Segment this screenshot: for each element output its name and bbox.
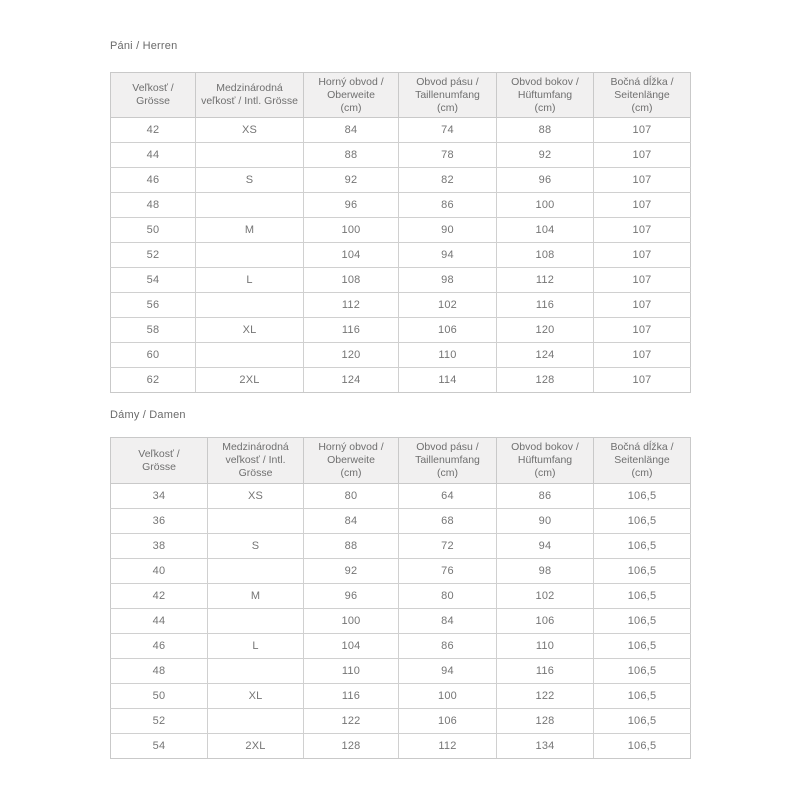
column-header-line: Medzinárodná	[216, 82, 283, 94]
table-row	[111, 634, 691, 659]
cell-intl-size: 2XL	[208, 734, 304, 759]
column-header-intl-size	[196, 73, 304, 118]
cell-intl-size	[196, 343, 304, 368]
column-header-intl-size	[208, 438, 304, 484]
table-row	[111, 168, 691, 193]
cell-size: 36	[111, 509, 208, 534]
cell-waist: 112	[399, 734, 497, 759]
table-row	[111, 243, 691, 268]
cell-intl-size: M	[196, 218, 304, 243]
cell-intl-size	[196, 293, 304, 318]
cell-waist: 78	[399, 143, 497, 168]
cell-chest: 124	[304, 368, 399, 393]
cell-intl-size	[196, 243, 304, 268]
column-header-line: Oberweite	[327, 454, 375, 466]
table-row	[111, 534, 691, 559]
cell-side-length: 107	[594, 243, 691, 268]
table-row	[111, 734, 691, 759]
cell-chest: 128	[304, 734, 399, 759]
cell-waist: 72	[399, 534, 497, 559]
cell-size: 44	[111, 609, 208, 634]
column-header-line: Seitenlänge	[614, 454, 670, 466]
header-row	[111, 438, 691, 484]
cell-side-length: 107	[594, 368, 691, 393]
table-row	[111, 218, 691, 243]
cell-intl-size: XL	[196, 318, 304, 343]
table-row	[111, 118, 691, 143]
cell-hips: 102	[497, 584, 594, 609]
column-header-waist	[399, 73, 497, 118]
cell-hips: 128	[497, 368, 594, 393]
column-header-line: (cm)	[437, 101, 458, 114]
column-header-line: Hüftumfang	[517, 88, 573, 101]
cell-side-length: 106,5	[594, 634, 691, 659]
column-header-line: (cm)	[340, 467, 362, 479]
cell-hips: 116	[497, 293, 594, 318]
cell-size: 52	[111, 709, 208, 734]
cell-hips: 122	[497, 684, 594, 709]
column-header-line: Grösse	[238, 467, 273, 479]
cell-intl-size: XS	[208, 484, 304, 509]
cell-side-length: 106,5	[594, 584, 691, 609]
cell-chest: 96	[304, 584, 399, 609]
table-row	[111, 584, 691, 609]
cell-size: 54	[111, 734, 208, 759]
cell-waist: 84	[399, 609, 497, 634]
column-header-line: Medzinárodná	[222, 441, 289, 453]
column-header-size	[111, 438, 208, 484]
cell-intl-size	[208, 709, 304, 734]
cell-waist: 80	[399, 584, 497, 609]
cell-size: 46	[111, 168, 196, 193]
section-title-men: Páni / Herren	[110, 40, 178, 52]
column-header-line: Bočná dĺžka /	[610, 441, 674, 453]
cell-intl-size: L	[196, 268, 304, 293]
cell-waist: 64	[399, 484, 497, 509]
header-row	[111, 73, 691, 118]
cell-waist: 82	[399, 168, 497, 193]
cell-size: 50	[111, 684, 208, 709]
cell-waist: 114	[399, 368, 497, 393]
table-row	[111, 143, 691, 168]
cell-side-length: 107	[594, 168, 691, 193]
cell-chest: 116	[304, 684, 399, 709]
cell-intl-size: S	[196, 168, 304, 193]
cell-hips: 96	[497, 168, 594, 193]
column-header-line: Taillenumfang	[415, 454, 480, 466]
column-header-line: (cm)	[534, 467, 556, 479]
cell-size: 44	[111, 143, 196, 168]
cell-waist: 86	[399, 193, 497, 218]
cell-intl-size: M	[208, 584, 304, 609]
cell-side-length: 106,5	[594, 659, 691, 684]
column-header-side-length	[594, 73, 691, 118]
table-row	[111, 659, 691, 684]
column-header-line: Obvod pásu /	[416, 75, 479, 88]
cell-hips: 124	[497, 343, 594, 368]
cell-side-length: 106,5	[594, 559, 691, 584]
column-header-line: veľkosť / Intl. Grösse	[201, 95, 298, 107]
cell-hips: 112	[497, 268, 594, 293]
cell-size: 50	[111, 218, 196, 243]
column-header-line: Horný obvod /	[318, 75, 384, 88]
column-header-line: Bočná dĺžka /	[610, 75, 674, 88]
cell-chest: 108	[304, 268, 399, 293]
column-header-line: Oberweite	[327, 88, 375, 101]
column-header-line: Veľkosť /	[138, 447, 180, 460]
column-header-line: Grösse	[136, 95, 170, 107]
cell-hips: 110	[497, 634, 594, 659]
cell-waist: 68	[399, 509, 497, 534]
column-header-hips	[497, 438, 594, 484]
column-header-line: (cm)	[534, 101, 556, 114]
table-row	[111, 193, 691, 218]
column-header-line: (cm)	[631, 467, 653, 479]
column-header-hips	[497, 73, 594, 118]
cell-side-length: 107	[594, 268, 691, 293]
cell-intl-size	[196, 143, 304, 168]
cell-hips: 92	[497, 143, 594, 168]
cell-chest: 104	[304, 243, 399, 268]
column-header-line: Grösse	[142, 460, 176, 473]
cell-chest: 120	[304, 343, 399, 368]
cell-hips: 108	[497, 243, 594, 268]
table-row	[111, 484, 691, 509]
cell-hips: 88	[497, 118, 594, 143]
column-header-line: Obvod bokov /	[511, 441, 579, 453]
women-size-table	[110, 437, 691, 759]
table-row	[111, 609, 691, 634]
cell-side-length: 107	[594, 193, 691, 218]
size-chart-section-women	[110, 409, 691, 759]
cell-size: 46	[111, 634, 208, 659]
cell-chest: 84	[304, 118, 399, 143]
cell-hips: 106	[497, 609, 594, 634]
cell-intl-size: XS	[196, 118, 304, 143]
cell-waist: 90	[399, 218, 497, 243]
cell-hips: 128	[497, 709, 594, 734]
cell-side-length: 107	[594, 293, 691, 318]
cell-size: 58	[111, 318, 196, 343]
cell-chest: 104	[304, 634, 399, 659]
cell-size: 42	[111, 118, 196, 143]
table-row	[111, 684, 691, 709]
cell-waist: 100	[399, 684, 497, 709]
cell-side-length: 106,5	[594, 609, 691, 634]
column-header-chest	[304, 438, 399, 484]
cell-side-length: 106,5	[594, 684, 691, 709]
table-row	[111, 318, 691, 343]
cell-size: 60	[111, 343, 196, 368]
cell-waist: 102	[399, 293, 497, 318]
table-row	[111, 293, 691, 318]
cell-intl-size: XL	[208, 684, 304, 709]
column-header-line: (cm)	[437, 467, 458, 479]
men-size-table	[110, 72, 691, 393]
cell-chest: 84	[304, 509, 399, 534]
cell-hips: 120	[497, 318, 594, 343]
cell-hips: 86	[497, 484, 594, 509]
cell-waist: 86	[399, 634, 497, 659]
table-row	[111, 343, 691, 368]
cell-chest: 88	[304, 534, 399, 559]
table-row	[111, 559, 691, 584]
cell-intl-size	[208, 609, 304, 634]
cell-size: 40	[111, 559, 208, 584]
table-row	[111, 509, 691, 534]
cell-hips: 98	[497, 559, 594, 584]
table-row	[111, 709, 691, 734]
cell-chest: 100	[304, 609, 399, 634]
cell-waist: 94	[399, 243, 497, 268]
cell-chest: 80	[304, 484, 399, 509]
column-header-size	[111, 73, 196, 118]
cell-waist: 106	[399, 709, 497, 734]
cell-waist: 74	[399, 118, 497, 143]
column-header-line: Seitenlänge	[614, 88, 670, 101]
column-header-line: (cm)	[340, 101, 362, 114]
column-header-side-length	[594, 438, 691, 484]
column-header-line: veľkosť / Intl.	[225, 454, 286, 466]
cell-size: 48	[111, 659, 208, 684]
cell-chest: 110	[304, 659, 399, 684]
cell-intl-size: L	[208, 634, 304, 659]
cell-side-length: 106,5	[594, 734, 691, 759]
cell-chest: 112	[304, 293, 399, 318]
column-header-line: Taillenumfang	[415, 88, 480, 101]
size-chart-section-men	[110, 40, 691, 393]
cell-waist: 106	[399, 318, 497, 343]
section-title-women: Dámy / Damen	[110, 409, 186, 421]
column-header-line: (cm)	[631, 101, 653, 114]
table-row	[111, 268, 691, 293]
cell-side-length: 106,5	[594, 709, 691, 734]
cell-size: 48	[111, 193, 196, 218]
cell-hips: 94	[497, 534, 594, 559]
column-header-chest	[304, 73, 399, 118]
cell-chest: 96	[304, 193, 399, 218]
cell-waist: 76	[399, 559, 497, 584]
cell-chest: 88	[304, 143, 399, 168]
column-header-line: Obvod pásu /	[416, 441, 479, 453]
column-header-line: Obvod bokov /	[511, 75, 579, 88]
cell-intl-size: S	[208, 534, 304, 559]
cell-chest: 100	[304, 218, 399, 243]
cell-side-length: 107	[594, 318, 691, 343]
column-header-line: Horný obvod /	[318, 441, 384, 453]
column-header-waist	[399, 438, 497, 484]
cell-hips: 90	[497, 509, 594, 534]
column-header-line: Hüftumfang	[517, 454, 573, 466]
cell-side-length: 107	[594, 143, 691, 168]
cell-intl-size	[208, 659, 304, 684]
table-row	[111, 368, 691, 393]
cell-chest: 92	[304, 168, 399, 193]
cell-side-length: 107	[594, 218, 691, 243]
cell-size: 56	[111, 293, 196, 318]
cell-chest: 92	[304, 559, 399, 584]
cell-waist: 98	[399, 268, 497, 293]
cell-size: 38	[111, 534, 208, 559]
cell-hips: 104	[497, 218, 594, 243]
column-header-line: Veľkosť /	[132, 82, 174, 94]
cell-intl-size	[208, 509, 304, 534]
cell-chest: 122	[304, 709, 399, 734]
cell-hips: 116	[497, 659, 594, 684]
cell-waist: 94	[399, 659, 497, 684]
cell-side-length: 106,5	[594, 534, 691, 559]
cell-side-length: 106,5	[594, 509, 691, 534]
cell-hips: 134	[497, 734, 594, 759]
cell-size: 52	[111, 243, 196, 268]
cell-hips: 100	[497, 193, 594, 218]
cell-size: 62	[111, 368, 196, 393]
cell-waist: 110	[399, 343, 497, 368]
cell-intl-size	[196, 193, 304, 218]
cell-size: 34	[111, 484, 208, 509]
cell-size: 54	[111, 268, 196, 293]
cell-side-length: 107	[594, 118, 691, 143]
cell-side-length: 107	[594, 343, 691, 368]
cell-side-length: 106,5	[594, 484, 691, 509]
cell-intl-size	[208, 559, 304, 584]
cell-chest: 116	[304, 318, 399, 343]
cell-size: 42	[111, 584, 208, 609]
cell-intl-size: 2XL	[196, 368, 304, 393]
